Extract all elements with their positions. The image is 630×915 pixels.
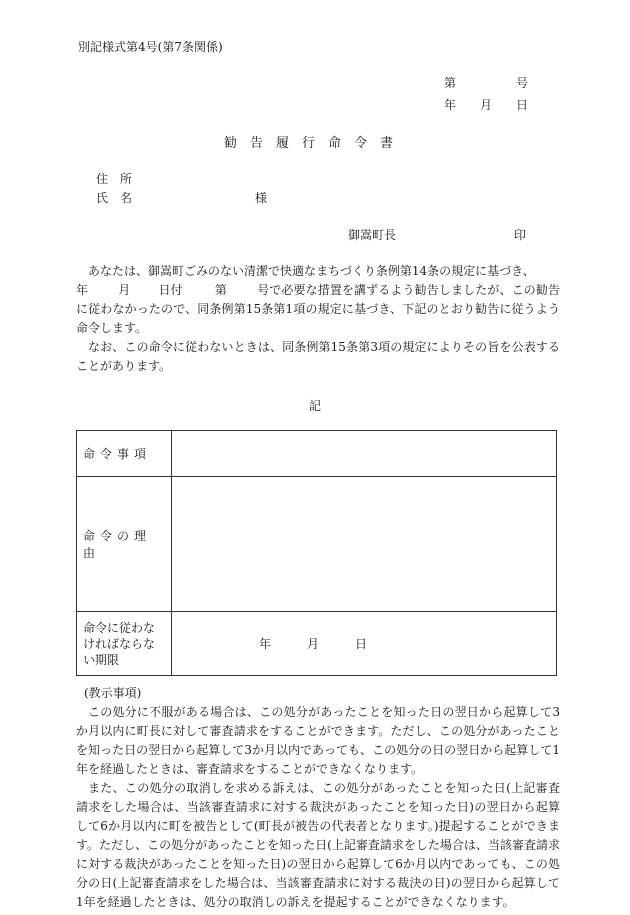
order-items-value[interactable] [172,431,557,477]
deadline-month: 月 [307,637,320,651]
order-reason-value[interactable] [172,477,557,612]
order-row-items [77,431,557,477]
deadline-day: 日 [355,637,368,651]
number-suffix: 号 [516,76,529,90]
notes-heading: (教示事項) [84,686,142,700]
order-items-label: 命令事項 [77,431,172,477]
deadline-year: 年 [259,637,272,651]
body-paragraph-1-rest [76,281,560,338]
number-prefix: 第 [444,76,457,90]
address-label: 住 所 [96,172,133,186]
document-title: 勧告履行命令書 [223,136,406,151]
name-label: 氏 名 [96,191,133,205]
body-year: 年 [76,283,89,297]
body-paragraph-2: なお、この命令に従わないときは、同条例第15条第3項の規定によりその旨を公表することがあります。 [76,340,560,373]
seal-mark: 印 [514,228,527,242]
order-row-deadline [77,612,557,676]
notes-section [76,684,560,912]
body-month: 月 [118,283,131,297]
date-year: 年 [444,98,457,112]
issuer-name: 御嵩町長 [348,228,397,242]
date-day: 日 [516,98,529,112]
body-line-1: あなたは、御嵩町ごみのない清潔で快適なまちづくり条例第14条の規定に基づき、 [88,264,535,278]
order-row-reason [77,477,557,612]
body-number-prefix: 第 [214,283,227,297]
date-month: 月 [480,98,493,112]
body-date-suffix: 日付 [158,283,183,297]
notes-paragraph-2: また、この処分の取消しを求める訴えは、この処分があったことを知った日(上記審査請求をした場合は、当該審査請求に対する裁決があったことを知った日)の翌日から起算して6か月以内に町を被告として(町長が被告の代表者となります。)提起することができます。ただし、この処分があったことを知った日(上記審査請求をした場合は、当該審査請求に対する裁決があったことを知った日)の翌日から起算して6か月以内であっても、この処分の日(上記審査請求をした場合は、当該審査請求に対する裁決の日)の翌日から起算して1年を経過したときは、処分の取消しの訴えを提起することができなくなります。 [76,781,560,909]
order-reason-label: 命令の理由 [77,477,172,612]
ki-heading: 記 [308,399,321,413]
form-label: 別記様式第4号(第7条関係) [78,40,223,54]
notes-paragraph-1: この処分に不服がある場合は、この処分があったことを知った日の翌日から起算して3か月以内に町長に対して審査請求をすることができます。ただし、この処分があったことを知った日の翌日から起算して3か月以内であっても、この処分の日の翌日から起算して1年を経過したときは、審査請求をすることができなくなります。 [76,705,560,776]
order-deadline-value[interactable] [172,612,557,676]
order-table [76,430,557,676]
body-text [76,262,560,376]
honorific: 様 [255,191,268,205]
body-rest: 号で必要な措置を講ずるよう勧告しましたが、この勧告に従わなかったので、同条例第15条第1項の規定に基づき、下記のとおり勧告に従うよう命令します。 [76,283,560,335]
order-deadline-label: 命令に従わなければならない期限 [77,612,172,676]
